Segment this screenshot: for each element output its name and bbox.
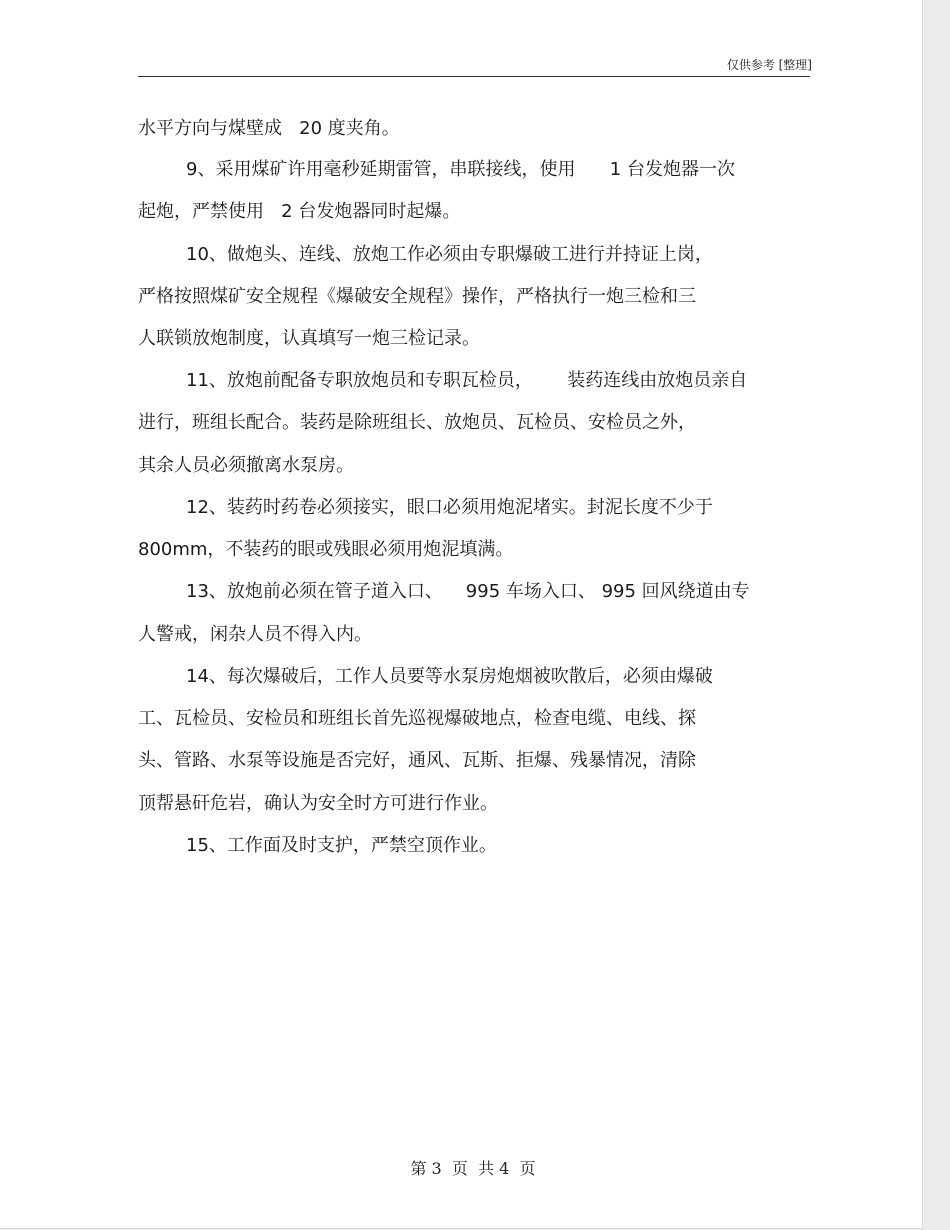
header-label: 仅供参考 [整理] [726, 58, 812, 72]
body-line: 12、装药时药卷必须接实，眼口必须用炮泥堵实。封泥长度不少于 [186, 497, 713, 518]
page-number-footer: 第 3 页 共 4 页 [410, 1159, 536, 1178]
body-line: 人警戒，闲杂人员不得入内。 [138, 624, 372, 645]
body-line: 11、放炮前配备专职放炮员和专职瓦检员， 装药连线由放炮员亲自 [186, 370, 748, 391]
body-line: 水平方向与煤壁成 20 度夹角。 [138, 118, 400, 139]
body-line: 严格按照煤矿安全规程《爆破安全规程》操作，严格执行一炮三检和三 [138, 286, 696, 307]
body-line: 进行，班组长配合。装药是除班组长、放炮员、瓦检员、安检员之外， [138, 412, 696, 433]
body-line: 工、瓦检员、安检员和班组长首先巡视爆破地点，检查电缆、电线、探 [138, 708, 696, 729]
body-line: 15、工作面及时支护，严禁空顶作业。 [186, 835, 497, 856]
body-line: 14、每次爆破后，工作人员要等水泵房炮烟被吹散后，必须由爆破 [186, 666, 713, 687]
body-line: 起炮，严禁使用 2 台发炮器同时起爆。 [138, 201, 461, 222]
header-rule [138, 76, 810, 77]
body-line: 人联锁放炮制度，认真填写一炮三检记录。 [138, 328, 480, 349]
body-line: 顶帮悬矸危岩，确认为安全时方可进行作业。 [138, 793, 498, 814]
body-line: 9、采用煤矿许用毫秒延期雷管，串联接线，使用 1 台发炮器一次 [186, 159, 735, 180]
body-line: 13、放炮前必须在管子道入口、 995 车场入口、 995 回风绕道由专 [186, 581, 750, 602]
body-line: 10、做炮头、连线、放炮工作必须由专职爆破工进行并持证上岗， [186, 244, 713, 265]
body-line: 其余人员必须撤离水泵房。 [138, 455, 354, 476]
body-line: 头、管路、水泵等设施是否完好，通风、瓦斯、拒爆、残暴情况，清除 [138, 750, 696, 771]
body-line: 800mm，不装药的眼或残眼必须用炮泥填满。 [138, 539, 514, 560]
